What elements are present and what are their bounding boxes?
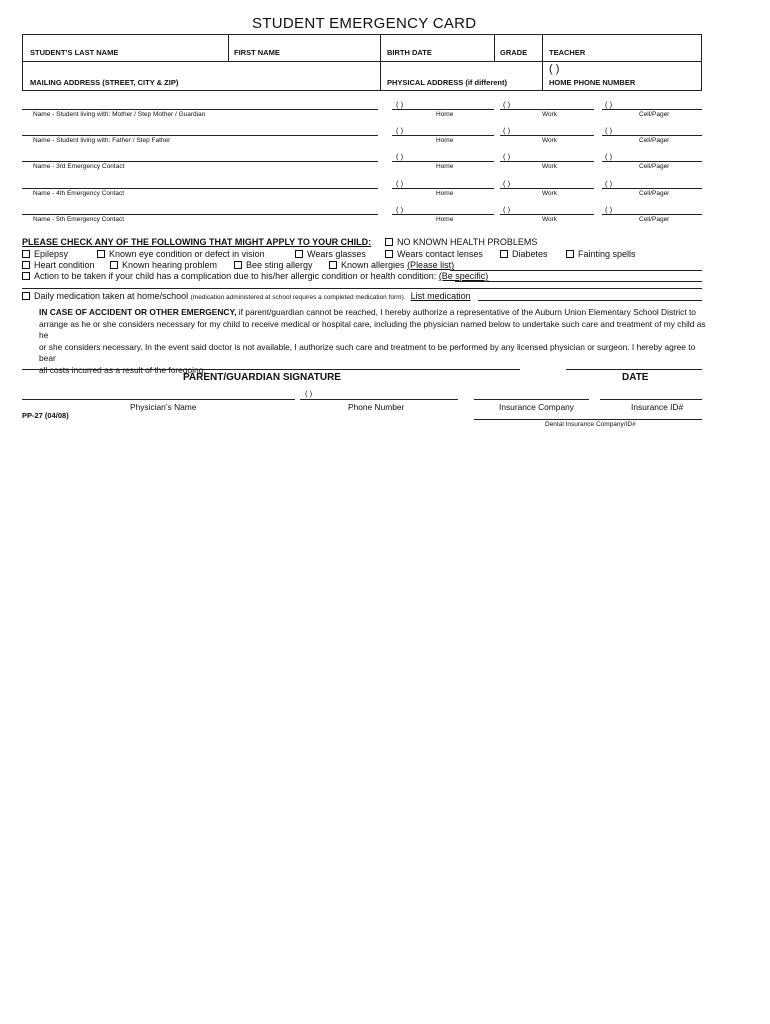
col-divider-2 [380,34,381,91]
cell-phone-line[interactable] [602,135,702,136]
glasses-option[interactable] [295,249,366,259]
cell-phone-paren: ( ) [605,179,613,188]
emergency-line-2: arrange as he or she considers necessary for my child to receive medical or hospital care, including the physician named below to undertake such care and treatment of my child as he [39,318,706,340]
eye-label: Known eye condition or defect in vision [109,249,265,259]
mailing-address-label: MAILING ADDRESS (STREET, CITY & ZIP) [30,78,179,87]
home-phone-line[interactable] [392,214,494,215]
checkbox-icon[interactable] [22,292,30,300]
contact-name-label: Name - 3rd Emergency Contact [33,163,125,170]
home-phone-paren: ( ) [396,152,404,161]
date-line[interactable] [566,369,702,370]
checkbox-icon[interactable] [22,272,30,280]
fainting-label: Fainting spells [578,249,636,259]
health-heading: PLEASE CHECK ANY OF THE FOLLOWING THAT MIGHT APPLY TO YOUR CHILD: [22,237,372,247]
medication-line [478,300,702,301]
work-phone-line[interactable] [500,135,594,136]
insurance-company-label: Insurance Company [499,402,574,412]
heart-option[interactable] [22,260,95,270]
no-known-label: NO KNOWN HEALTH PROBLEMS [397,237,538,247]
dental-insurance-label: Dental Insurance Company/ID# [545,421,636,428]
daily-medication-option[interactable] [22,291,471,301]
checkbox-icon[interactable] [22,261,30,269]
contact-lenses-option[interactable] [385,249,483,259]
checkbox-icon[interactable] [385,238,393,246]
home-phone-paren: ( ) [396,126,404,135]
last-name-label: STUDENT’S LAST NAME [30,48,119,57]
home-label: Home [436,216,454,223]
daily-label: Daily medication taken at home/school [34,291,189,301]
insurance-line[interactable] [474,399,589,400]
work-phone-paren: ( ) [503,179,511,188]
emergency-paragraph [39,307,709,376]
no-known-health-option[interactable] [385,237,537,247]
home-label: Home [436,137,454,144]
checkbox-icon[interactable] [295,250,303,258]
contact-name-line[interactable] [22,214,378,215]
home-label: Home [436,163,454,170]
home-label: Home [436,111,454,118]
home-phone-line[interactable] [392,161,494,162]
daily-note: (medication administered at school requires a completed medication form). [190,294,406,301]
home-phone-line[interactable] [392,135,494,136]
work-label: Work [542,111,558,118]
hearing-option[interactable] [110,260,217,270]
action-label: Action to be taken if your child has a complication due to his/her allergic condition or health condition: [34,271,437,281]
emergency-line-4: all costs incurred as a result of the foregoing. [39,364,206,375]
home-phone-line[interactable] [392,188,494,189]
list-medication-label: List medication [410,291,471,301]
work-phone-line[interactable] [500,161,594,162]
phone-number-label: Phone Number [348,402,405,412]
checkbox-icon[interactable] [385,250,393,258]
emergency-line-1: if parent/guardian cannot be reached, I hereby authorize a representative of the Auburn Union Elementary School District to [236,307,696,317]
work-label: Work [542,190,558,197]
allergies-option[interactable] [329,260,454,270]
col-divider-1 [228,34,229,61]
cell-label: Cell/Pager [639,190,670,197]
action-line-2 [22,288,702,289]
action-option[interactable] [22,271,488,281]
contact-name-line[interactable] [22,161,378,162]
contact-name-label: Name - 4th Emergency Contact [33,190,125,197]
work-phone-paren: ( ) [503,126,511,135]
please-list-label: (Please list) [407,260,455,270]
checkbox-icon[interactable] [234,261,242,269]
col-divider-3 [494,34,495,61]
header-divider [22,61,702,62]
contact-name-line[interactable] [22,135,378,136]
bee-label: Bee sting allergy [246,260,313,270]
work-phone-line[interactable] [500,188,594,189]
home-phone-paren: ( ) [396,179,404,188]
cell-phone-line[interactable] [602,109,702,110]
cell-phone-line[interactable] [602,188,702,189]
work-label: Work [542,163,558,170]
cell-label: Cell/Pager [639,163,670,170]
work-phone-line[interactable] [500,214,594,215]
heart-label: Heart condition [34,260,95,270]
checkbox-icon[interactable] [110,261,118,269]
first-name-label: FIRST NAME [234,48,280,57]
col-divider-4 [542,34,543,91]
cell-phone-line[interactable] [602,214,702,215]
cell-phone-paren: ( ) [605,205,613,214]
dental-line[interactable] [474,419,702,420]
insurance-id-line[interactable] [600,399,702,400]
contact-name-line[interactable] [22,188,378,189]
work-label: Work [542,137,558,144]
epilepsy-label: Epilepsy [34,249,69,259]
signature-line[interactable] [22,369,520,370]
emergency-line-3: or she considers necessary. In the event said doctor is not available, I authorize such care and treatment to be performed by any licensed physician or surgeon. I hereby agree to bear [39,341,696,363]
contact-name-label: Name - 5th Emergency Contact [33,216,125,223]
checkbox-icon[interactable] [500,250,508,258]
eye-condition-option[interactable] [97,249,265,259]
work-phone-paren: ( ) [503,205,511,214]
work-phone-paren: ( ) [503,152,511,161]
diabetes-label: Diabetes [512,249,548,259]
work-phone-paren: ( ) [503,100,511,109]
action-line [455,281,702,282]
work-label: Work [542,216,558,223]
physical-address-label: PHYSICAL ADDRESS (if different) [387,78,508,87]
phone-line[interactable] [300,399,458,400]
home-phone-paren: ( ) [549,63,560,75]
checkbox-icon[interactable] [329,261,337,269]
diabetes-option[interactable] [500,249,548,259]
grade-label: GRADE [500,48,528,57]
form-code: PP-27 (04/08) [22,411,69,420]
cell-label: Cell/Pager [639,137,670,144]
contact-name-label: Name - Student living with: Mother / Step Mother / Guardian [33,111,206,118]
home-label: Home [436,190,454,197]
contacts-label: Wears contact lenses [397,249,483,259]
checkbox-icon[interactable] [97,250,105,258]
cell-phone-paren: ( ) [605,152,613,161]
physician-line[interactable] [22,399,295,400]
fainting-option[interactable] [566,249,636,259]
physician-name-label: Physician’s Name [130,402,197,412]
hearing-label: Known hearing problem [122,260,218,270]
checkbox-icon[interactable] [566,250,574,258]
home-phone-paren: ( ) [396,205,404,214]
teacher-label: TEACHER [549,48,586,57]
be-specific-label: (Be specific) [438,271,489,281]
parent-signature-label: PARENT/GUARDIAN SIGNATURE [183,372,341,383]
checkbox-icon[interactable] [22,250,30,258]
glasses-label: Wears glasses [307,249,366,259]
epilepsy-option[interactable] [22,249,68,259]
physician-phone-paren: ( ) [305,389,313,398]
bee-sting-option[interactable] [234,260,313,270]
date-label: DATE [622,372,649,383]
insurance-id-label: Insurance ID# [631,402,684,412]
cell-phone-line[interactable] [602,161,702,162]
form-title: STUDENT EMERGENCY CARD [252,15,477,32]
contact-name-line[interactable] [22,109,378,110]
cell-label: Cell/Pager [639,216,670,223]
emergency-lead: IN CASE OF ACCIDENT OR OTHER EMERGENCY, [39,307,237,317]
home-phone-paren: ( ) [396,100,404,109]
work-phone-line[interactable] [500,109,594,110]
birth-date-label: BIRTH DATE [387,48,432,57]
cell-phone-paren: ( ) [605,100,613,109]
cell-label: Cell/Pager [639,111,670,118]
contact-name-label: Name - Student living with: Father / Step Father [33,137,171,144]
home-phone-line[interactable] [392,109,494,110]
home-phone-label: HOME PHONE NUMBER [549,78,636,87]
cell-phone-paren: ( ) [605,126,613,135]
allergies-label: Known allergies [341,260,405,270]
